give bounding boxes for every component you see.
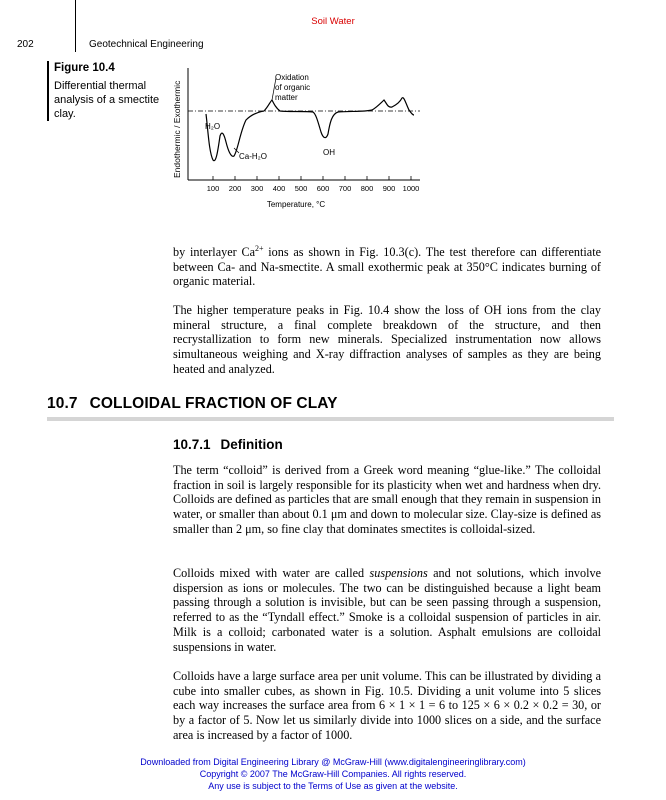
footer-copyright: Copyright © 2007 The McGraw-Hill Companies. All rights reserved. <box>199 769 467 779</box>
figure-caption-text: Differential thermal analysis of a smectite clay. <box>54 80 160 120</box>
oxidation-label: matter <box>275 93 298 102</box>
oxidation-label: of organic <box>275 83 311 92</box>
section-rule <box>47 417 614 421</box>
footer-download-link[interactable]: Downloaded from Digital Engineering Library @ McGraw-Hill (www.digitalengineeringlibrary.com) <box>140 757 526 767</box>
p3-text: The term “colloid” is derived from a Greek word meaning “glue-like.” The colloidal fraction in soil is largely responsible for its plasticity when wet and hardness when dry. Colloids are defined as particles that are small enough that they remain in suspension in water, or smaller than about 0.1 μm and down to molecular size. Clay-size is defined as smaller than 2 μm, so fine clay that dominates smectites is colloidal-sized. <box>173 463 601 536</box>
subsection-title: Definition <box>220 437 283 452</box>
paragraph-4 <box>173 566 601 654</box>
header-divider <box>75 0 76 52</box>
p4-end: and not solutions, which involve dispersion as ions or molecules. The two can be distinguished because a light beam passing through a solution is invisible, but can be seen passing through a suspension, referred to as the “Tyndall effect.” Smoke is a colloidal suspension of particles in air. Milk is a colloid; carbonated water is a solution. Asphalt emulsions are colloidal suspensions in water. <box>173 566 602 654</box>
page-number: 202 <box>17 39 34 50</box>
x-tick-label: 100 <box>206 184 220 193</box>
x-tick-label: 1000 <box>402 184 420 193</box>
subsection-number: 10.7.1 <box>173 437 211 452</box>
x-ticks <box>213 176 411 180</box>
p1-superscript: 2+ <box>255 244 264 253</box>
figure-label: Figure 10.4 <box>54 62 115 74</box>
paragraph-5 <box>173 669 601 743</box>
footer-terms: Any use is subject to the Terms of Use as given at the website. <box>208 781 458 791</box>
section-heading <box>47 395 338 413</box>
paragraph-1 <box>173 242 601 289</box>
subsection-heading <box>173 437 283 452</box>
book-title: Geotechnical Engineering <box>89 39 204 50</box>
h2o-label: H₂O <box>205 122 221 131</box>
x-tick-label: 300 <box>250 184 264 193</box>
x-tick-label: 400 <box>272 184 286 193</box>
x-tick-label: 500 <box>294 184 308 193</box>
p1-end: ions as shown in Fig. 10.3(c). The test therefore can differentiate between Ca- and Na-smectite. A small exothermic peak at 350°C indicates burning of organic material. <box>173 245 601 289</box>
x-tick-label: 800 <box>360 184 374 193</box>
paragraph-2 <box>173 303 601 377</box>
x-tick-label: 200 <box>228 184 242 193</box>
x-tick-label: 600 <box>316 184 330 193</box>
x-tick-label: 700 <box>338 184 352 193</box>
section-number: 10.7 <box>47 395 78 412</box>
p5-text: Colloids have a large surface area per unit volume. This can be illustrated by dividing a cube into smaller cubes, as shown in Fig. 10.5. Dividing a unit volume into 5 slices each way increases the surface area from 6 × 1 × 1 = 6 to 125 × 6 × 0.2 × 0.2 = 30, or by a factor of 5. Now let us similarly divide into 1000 slices on a side, and the surface area is increased by a factor of 1000. <box>173 669 601 742</box>
oh-label: OH <box>323 148 335 157</box>
ca-h2o-label: Ca-H₂O <box>239 152 267 161</box>
p2-text: The higher temperature peaks in Fig. 10.4 show the loss of OH ions from the clay mineral structure, a final complete breakdown of the structure, and then recrystallization to form new minerals. Specialized instrumentation now allows simultaneous weighing and X-ray diffraction analyses of samples as they are being heated and analyzed. <box>173 303 601 376</box>
paragraph-3 <box>173 463 601 537</box>
figure-caption <box>47 61 174 121</box>
p1-start: by interlayer Ca <box>173 245 255 260</box>
x-tick-label: 900 <box>382 184 396 193</box>
dta-figure <box>168 60 448 220</box>
section-title: COLLOIDAL FRACTION OF CLAY <box>89 395 338 412</box>
p4-start: Colloids mixed with water are called <box>173 566 370 580</box>
oxidation-label: Oxidation <box>275 73 309 82</box>
running-head: Soil Water <box>311 16 355 27</box>
x-axis-label: Temperature, °C <box>266 200 326 209</box>
y-axis-label: Endothermic / Exothermic <box>172 80 182 178</box>
p4-emphasis: suspensions <box>369 566 428 580</box>
